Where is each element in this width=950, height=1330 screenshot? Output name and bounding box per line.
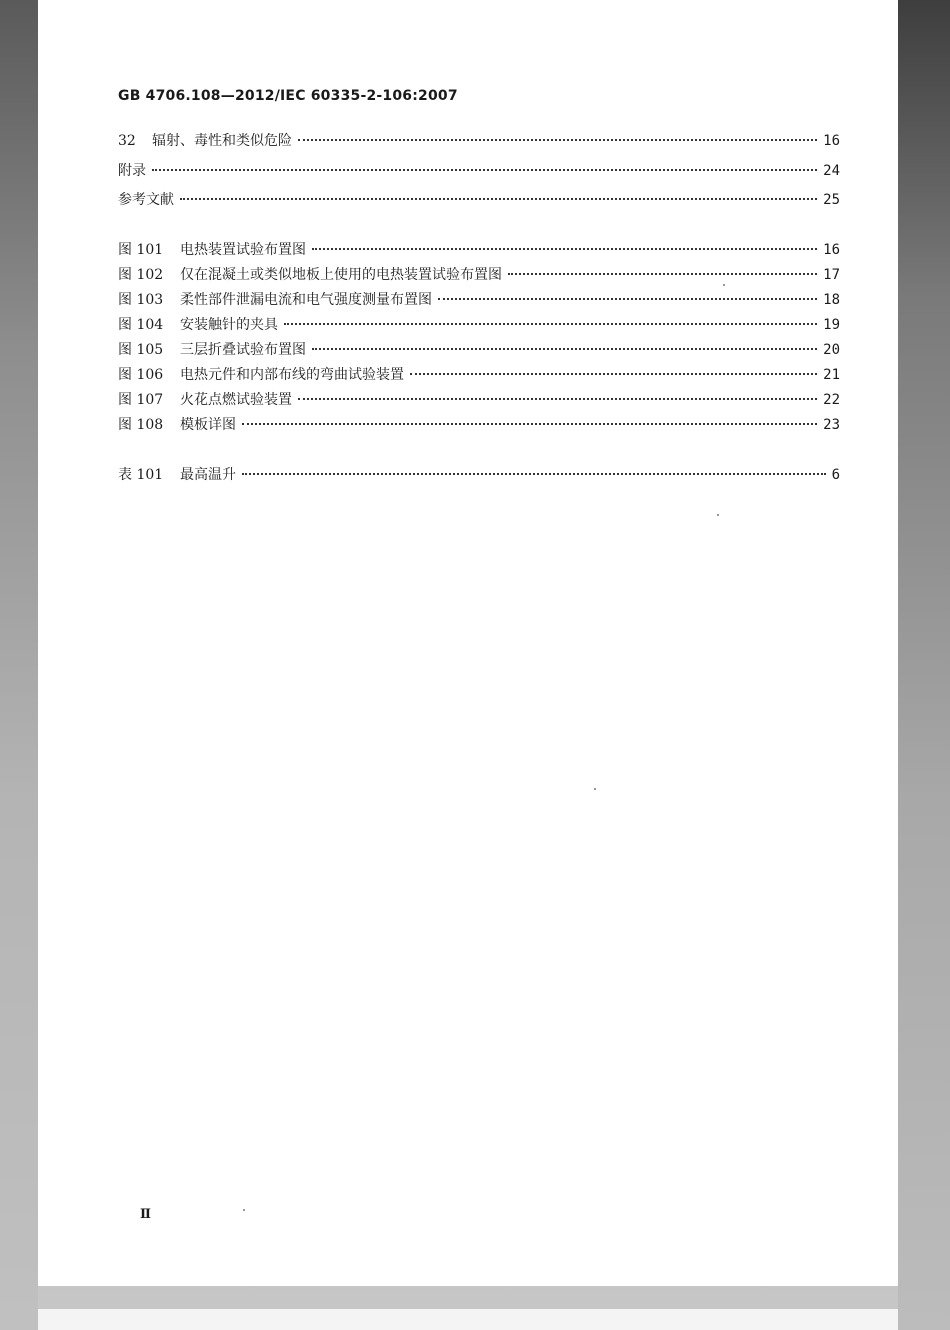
toc-entry-page: 6 (831, 467, 840, 483)
toc-entry-number: 图 103 (118, 292, 164, 308)
toc-entry-page: 25 (823, 192, 840, 208)
toc-entry-references[interactable] (118, 190, 840, 210)
dot-leader (410, 373, 817, 375)
toc-entry-number: 表 101 (118, 467, 164, 483)
dot-leader (180, 198, 817, 200)
toc-entry-number: 图 102 (118, 267, 164, 283)
toc-entry-number: 图 104 (118, 317, 164, 333)
standard-header: GB 4706.108—2012/IEC 60335-2-106:2007 (118, 88, 458, 104)
dot-leader (312, 248, 817, 250)
toc-entry-title: 最高温升 (180, 467, 236, 483)
toc-entry-title: 附录 (118, 163, 146, 179)
toc-entry-title: 三层折叠试验布置图 (180, 342, 306, 358)
toc-entry-title: 参考文献 (118, 192, 174, 208)
scan-speck (723, 284, 725, 286)
toc-entry-number: 图 106 (118, 367, 164, 383)
toc-entry-number: 32 (118, 133, 136, 149)
dot-leader (152, 169, 817, 171)
page-number: Ⅱ (140, 1207, 151, 1222)
toc-entry-page: 18 (823, 292, 840, 308)
dot-leader (284, 323, 817, 325)
toc-entry-figure-103[interactable] (118, 290, 840, 310)
toc-entry-number: 图 107 (118, 392, 164, 408)
scan-edge-left (0, 0, 38, 1330)
toc-entry-figure-105[interactable] (118, 340, 840, 360)
toc-entry-page: 22 (823, 392, 840, 408)
toc-entry-page: 24 (823, 163, 840, 179)
toc-entry-figure-104[interactable] (118, 315, 840, 335)
dot-leader (508, 273, 817, 275)
toc-entry-page: 16 (823, 242, 840, 258)
toc-entry-figure-101[interactable] (118, 240, 840, 260)
toc-entry-appendix[interactable] (118, 161, 840, 181)
dot-leader (312, 348, 817, 350)
scan-speck (594, 788, 596, 790)
toc-entry-title: 仅在混凝土或类似地板上使用的电热装置试验布置图 (180, 267, 502, 283)
scan-speck (243, 1209, 245, 1211)
dot-leader (438, 298, 817, 300)
dot-leader (298, 139, 817, 141)
document-page (38, 0, 898, 1286)
toc-entry-number: 图 105 (118, 342, 164, 358)
dot-leader (298, 398, 817, 400)
toc-entry-title: 辐射、毒性和类似危险 (152, 133, 292, 149)
scan-edge-right (898, 0, 950, 1330)
toc-entry-title: 安装触针的夹具 (180, 317, 278, 333)
next-page-edge (38, 1309, 898, 1330)
toc-entry-title: 电热装置试验布置图 (180, 242, 306, 258)
scan-speck (717, 514, 719, 516)
toc-entry-page: 19 (823, 317, 840, 333)
dot-leader (242, 473, 826, 475)
toc-entry-page: 21 (823, 367, 840, 383)
toc-entry-title: 柔性部件泄漏电流和电气强度测量布置图 (180, 292, 432, 308)
toc-entry-title: 电热元件和内部布线的弯曲试验装置 (180, 367, 404, 383)
toc-entry-figure-102[interactable] (118, 265, 840, 285)
toc-entry-figure-108[interactable] (118, 415, 840, 435)
toc-entry-page: 20 (823, 342, 840, 358)
toc-entry-page: 23 (823, 417, 840, 433)
toc-entry-title: 火花点燃试验装置 (180, 392, 292, 408)
toc-entry-number: 图 108 (118, 417, 164, 433)
toc-entry-figure-106[interactable] (118, 365, 840, 385)
toc-entry-page: 16 (823, 133, 840, 149)
dot-leader (242, 423, 817, 425)
toc-entry-clause-32[interactable] (118, 131, 840, 151)
toc-entry-number: 图 101 (118, 242, 164, 258)
toc-entry-page: 17 (823, 267, 840, 283)
toc-entry-title: 模板详图 (180, 417, 236, 433)
toc-entry-table-101[interactable] (118, 465, 840, 485)
toc-entry-figure-107[interactable] (118, 390, 840, 410)
